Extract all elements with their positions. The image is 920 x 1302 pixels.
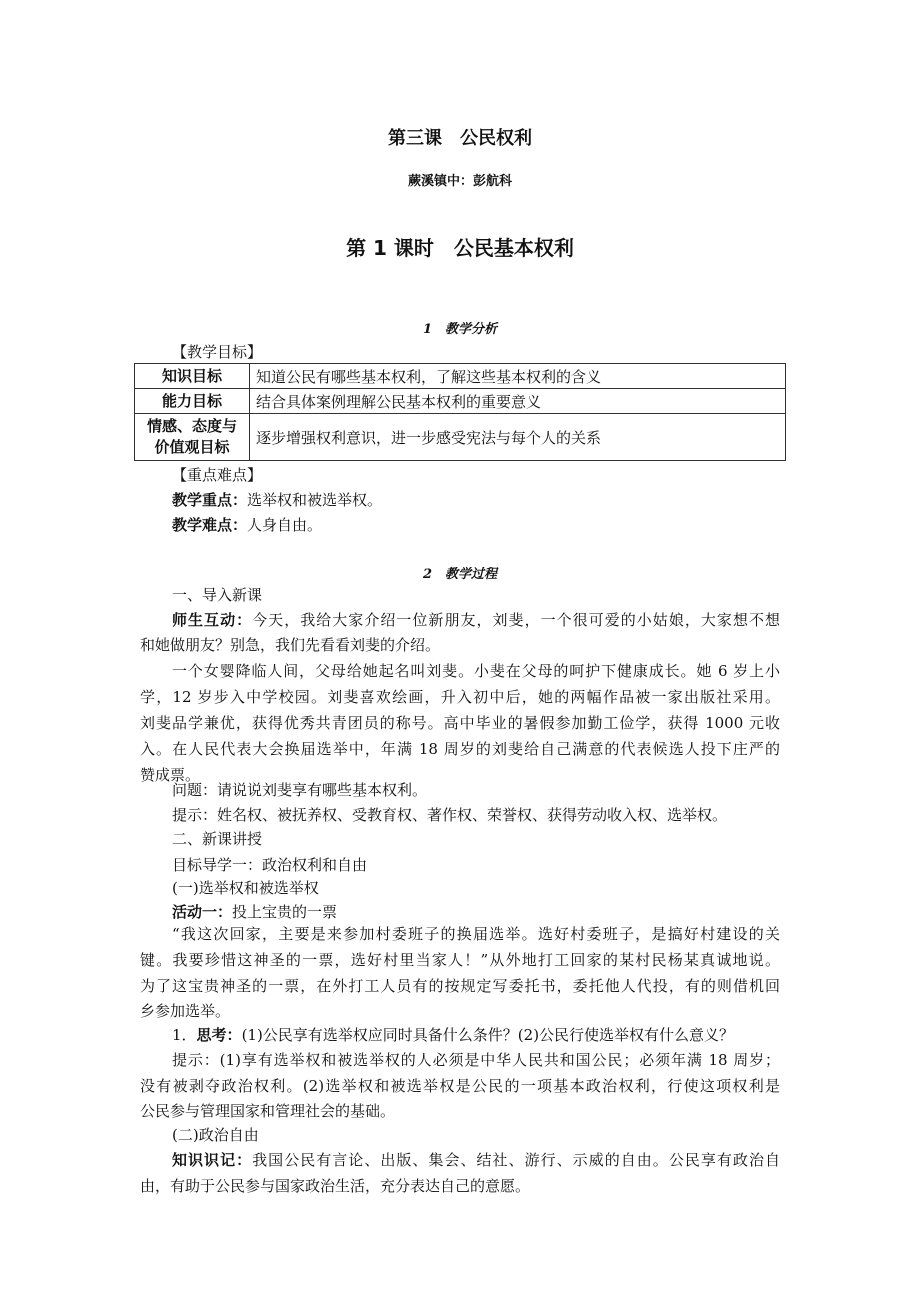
section-heading-analysis: 1 教学分析 — [422, 322, 498, 337]
key-point-text: 选举权和被选举权。 — [247, 491, 383, 509]
goal-name-line: 情感、态度与 — [146, 417, 237, 435]
story-line: 刘斐品学兼优，获得优秀共青团员的称号。高中毕业的暑假参加勤工俭学，获得 1000 元收 — [140, 714, 780, 732]
lesson-title: 第三课 公民权利 — [388, 128, 532, 149]
question-label: 问题： — [172, 781, 218, 799]
goals-table — [134, 363, 786, 461]
story-line: 一个女婴降临人间，父母给她起名叫刘斐。小斐在父母的呵护下健康成长。她 6 岁上小 — [172, 662, 780, 680]
goal-name — [135, 414, 250, 461]
think-question — [172, 1024, 734, 1045]
subheading-election: (一)选举权和被选举权 — [172, 879, 319, 897]
activity-text: 投上宝贵的一票 — [232, 903, 338, 921]
answer-line: 没有被剥夺政治权利。(2)选举权和被选举权是公民的一项基本政治权利，行使这项权利是 — [140, 1077, 780, 1095]
story-line: 入。在人民代表大会换届选举中，年满 18 周岁的刘斐给自己满意的代表候选人投下庄严的 — [140, 740, 780, 758]
interaction-line — [172, 609, 780, 630]
goal-name: 知识目标 — [135, 364, 250, 389]
hint — [172, 804, 727, 825]
question-text: 请说说刘斐享有哪些基本权利。 — [217, 781, 428, 799]
guide-heading: 目标导学一：政治权利和自由 — [172, 856, 368, 874]
quote-line: “我这次回家，主要是来参加村委班子的换届选举。选好村委班子，是搞好村建设的关 — [172, 925, 780, 943]
section-heading-process: 2 教学过程 — [422, 567, 498, 582]
quote-line: 乡参加选举。 — [140, 1002, 231, 1020]
intro-heading: 一、导入新课 — [172, 586, 263, 604]
answer-line: 公民参与管理国家和管理社会的基础。 — [140, 1102, 396, 1120]
hint-text: 姓名权、被抚养权、受教育权、著作权、荣誉权、获得劳动收入权、选举权。 — [217, 806, 728, 824]
hint-label: 提示： — [172, 806, 218, 824]
table-row — [135, 389, 786, 414]
subheading-freedom: (二)政治自由 — [172, 1126, 259, 1144]
goal-name: 能力目标 — [135, 389, 250, 414]
activity-label: 活动一： — [172, 903, 233, 921]
difficulty-label: 教学难点： — [172, 516, 248, 534]
goal-content: 逐步增强权利意识，进一步感受宪法与每个人的关系 — [250, 414, 786, 461]
goal-name-line: 价值观目标 — [154, 438, 230, 456]
period-title: 第 1 课时 公民基本权利 — [346, 236, 574, 260]
think-prefix: 1． — [172, 1026, 197, 1044]
goal-content: 结合具体案例理解公民基本权利的重要意义 — [250, 389, 786, 414]
goals-label: 【教学目标】 — [172, 343, 263, 361]
key-point-label: 教学重点： — [172, 491, 248, 509]
interaction-label: 师生互动： — [172, 611, 253, 629]
story-line: 赞成票。 — [140, 766, 201, 784]
key-points-label: 【重点难点】 — [172, 466, 263, 484]
key-point — [172, 489, 382, 510]
interaction-line: 和她做朋友？别急，我们先看看刘斐的介绍。 — [140, 636, 441, 654]
activity — [172, 901, 337, 922]
quote-line: 键。我要珍惜这神圣的一票，选好村里当家人！”从外地打工回家的某村民杨某真诚地说。 — [140, 951, 780, 969]
knowledge-line — [172, 1149, 780, 1170]
story-line: 学，12 岁步入中学校园。刘斐喜欢绘画，升入初中后，她的两幅作品被一家出版社采用。 — [140, 688, 780, 706]
knowledge-label: 知识识记： — [172, 1151, 253, 1169]
quote-line: 为了这宝贵神圣的一票，在外打工人员有的按规定写委托书，委托他人代投，有的则借机回 — [140, 977, 780, 995]
difficulty — [172, 514, 322, 535]
interaction-text: 今天，我给大家介绍一位新朋友，刘斐，一个很可爱的小姑娘，大家想不想 — [252, 611, 780, 629]
table-row — [135, 414, 786, 461]
think-label: 思考： — [196, 1026, 242, 1044]
table-row — [135, 364, 786, 389]
answer-line: 提示：(1)享有选举权和被选举权的人必须是中华人民共和国公民；必须年满 18 周岁； — [172, 1051, 780, 1069]
author: 蕨溪镇中：彭航科 — [407, 174, 512, 189]
knowledge-line: 由，有助于公民参与国家政治生活，充分表达自己的意愿。 — [140, 1177, 531, 1195]
new-lesson-heading: 二、新课讲授 — [172, 830, 263, 848]
difficulty-text: 人身自由。 — [247, 516, 323, 534]
think-text: (1)公民享有选举权应同时具备什么条件？(2)公民行使选举权有什么意义？ — [241, 1026, 735, 1044]
knowledge-text: 我国公民有言论、出版、集会、结社、游行、示威的自由。公民享有政治自 — [252, 1151, 780, 1169]
goal-content: 知道公民有哪些基本权利，了解这些基本权利的含义 — [250, 364, 786, 389]
question — [172, 779, 427, 800]
